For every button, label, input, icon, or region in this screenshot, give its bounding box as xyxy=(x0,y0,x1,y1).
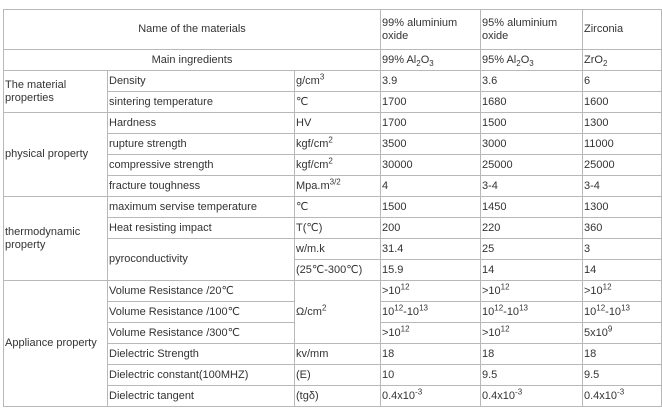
property-unit: T(℃) xyxy=(295,218,381,239)
value-zirconia: 360 xyxy=(583,218,662,239)
value-zirconia: 3-4 xyxy=(583,176,662,197)
property-unit: (E) xyxy=(295,365,381,386)
ingredient-zirconia: ZrO$_2$ xyxy=(583,50,662,71)
value-99-alumina: 31.4 xyxy=(381,239,481,260)
value-zirconia: $>10^{12}$ xyxy=(583,281,662,302)
value-zirconia: 1300 xyxy=(583,113,662,134)
property-unit: $\Omega/cm^2$ xyxy=(295,281,381,344)
ingredient-99-alumina: 99% $Al_2O_3$ xyxy=(381,50,481,71)
property-name: Heat resisting impact xyxy=(108,218,295,239)
table-header-row xyxy=(4,10,662,50)
group-material-properties: The material properties xyxy=(4,71,108,113)
group-physical-property: physical property xyxy=(4,113,108,197)
value-99-alumina: $>10^{12}$ xyxy=(381,323,481,344)
value-zirconia: 11000 xyxy=(583,134,662,155)
value-95-alumina: 9.5 xyxy=(481,365,583,386)
value-95-alumina: $0.4x10^{-3}$ xyxy=(481,386,583,407)
property-name: pyroconductivity xyxy=(108,239,295,281)
value-99-alumina: 15.9 xyxy=(381,260,481,281)
value-95-alumina: $>10^{12}$ xyxy=(481,323,583,344)
property-name: Volume Resistance /20℃ xyxy=(108,281,295,302)
value-99-alumina: 4 xyxy=(381,176,481,197)
group-thermodynamic-property: thermodynamic property xyxy=(4,197,108,281)
property-name: compressive strength xyxy=(108,155,295,176)
property-unit: HV xyxy=(295,113,381,134)
value-95-alumina: 1500 xyxy=(481,113,583,134)
value-95-alumina: 1680 xyxy=(481,92,583,113)
value-95-alumina: $10^{12}-10^{13}$ xyxy=(481,302,583,323)
value-zirconia: 14 xyxy=(583,260,662,281)
value-zirconia: 18 xyxy=(583,344,662,365)
group-appliance-property: Appliance property xyxy=(4,281,108,407)
value-zirconia: $0.4x10^{-3}$ xyxy=(583,386,662,407)
property-unit: w/m.k xyxy=(295,239,381,260)
value-95-alumina: 14 xyxy=(481,260,583,281)
value-95-alumina: $>10^{12}$ xyxy=(481,281,583,302)
table-row-main-ingredients xyxy=(4,50,662,71)
property-name: Hardness xyxy=(108,113,295,134)
value-99-alumina: 200 xyxy=(381,218,481,239)
header-95-alumina: 95% aluminium oxide xyxy=(481,10,583,50)
table-row-hardness xyxy=(4,113,662,134)
value-99-alumina: 3.9 xyxy=(381,71,481,92)
value-99-alumina: 1700 xyxy=(381,113,481,134)
table-row-vr20 xyxy=(4,281,662,302)
property-name: Dielectric Strength xyxy=(108,344,295,365)
value-99-alumina: 10 xyxy=(381,365,481,386)
value-99-alumina: 1500 xyxy=(381,197,481,218)
property-name: Density xyxy=(108,71,295,92)
property-name: fracture toughness xyxy=(108,176,295,197)
value-zirconia: 9.5 xyxy=(583,365,662,386)
value-zirconia: 3 xyxy=(583,239,662,260)
property-unit: kgf/$cm^2$ xyxy=(295,134,381,155)
header-zirconia: Zirconia xyxy=(583,10,662,50)
property-name: Volume Resistance /300℃ xyxy=(108,323,295,344)
materials-table xyxy=(3,9,662,407)
value-95-alumina: 18 xyxy=(481,344,583,365)
header-materials-name: Name of the materials xyxy=(4,10,381,50)
value-99-alumina: $0.4x10^{-3}$ xyxy=(381,386,481,407)
value-zirconia: 1600 xyxy=(583,92,662,113)
property-name: sintering temperature xyxy=(108,92,295,113)
value-95-alumina: 25000 xyxy=(481,155,583,176)
main-ingredients-label: Main ingredients xyxy=(4,50,381,71)
value-99-alumina: 1700 xyxy=(381,92,481,113)
value-99-alumina: 18 xyxy=(381,344,481,365)
value-95-alumina: 3.6 xyxy=(481,71,583,92)
table-row-max-temp xyxy=(4,197,662,218)
table-row-density xyxy=(4,71,662,92)
property-name: Dielectric tangent xyxy=(108,386,295,407)
value-95-alumina: 3000 xyxy=(481,134,583,155)
property-unit: $g/cm^3$ xyxy=(295,71,381,92)
value-99-alumina: 3500 xyxy=(381,134,481,155)
value-zirconia: $5x10^9$ xyxy=(583,323,662,344)
property-unit: (tgδ) xyxy=(295,386,381,407)
property-unit: kgf/$cm^2$ xyxy=(295,155,381,176)
property-unit: kv/mm xyxy=(295,344,381,365)
property-name: Volume Resistance /100℃ xyxy=(108,302,295,323)
value-95-alumina: 220 xyxy=(481,218,583,239)
value-95-alumina: 3-4 xyxy=(481,176,583,197)
property-name: maximum servise temperature xyxy=(108,197,295,218)
property-unit: $Mpa.m^{3/2}$ xyxy=(295,176,381,197)
value-99-alumina: $>10^{12}$ xyxy=(381,281,481,302)
ingredient-95-alumina: 95% $Al_2O_3$ xyxy=(481,50,583,71)
value-99-alumina: 30000 xyxy=(381,155,481,176)
value-95-alumina: 25 xyxy=(481,239,583,260)
value-zirconia: 25000 xyxy=(583,155,662,176)
property-unit: (25℃-300℃) xyxy=(295,260,381,281)
value-99-alumina: $10^{12}-10^{13}$ xyxy=(381,302,481,323)
value-95-alumina: 1450 xyxy=(481,197,583,218)
header-99-alumina: 99% aluminium oxide xyxy=(381,10,481,50)
property-name: Dielectric constant(100MHZ) xyxy=(108,365,295,386)
property-name: rupture strength xyxy=(108,134,295,155)
value-zirconia: 1300 xyxy=(583,197,662,218)
value-zirconia: $10^{12}-10^{13}$ xyxy=(583,302,662,323)
value-zirconia: 6 xyxy=(583,71,662,92)
property-unit: ℃ xyxy=(295,92,381,113)
property-unit: ℃ xyxy=(295,197,381,218)
